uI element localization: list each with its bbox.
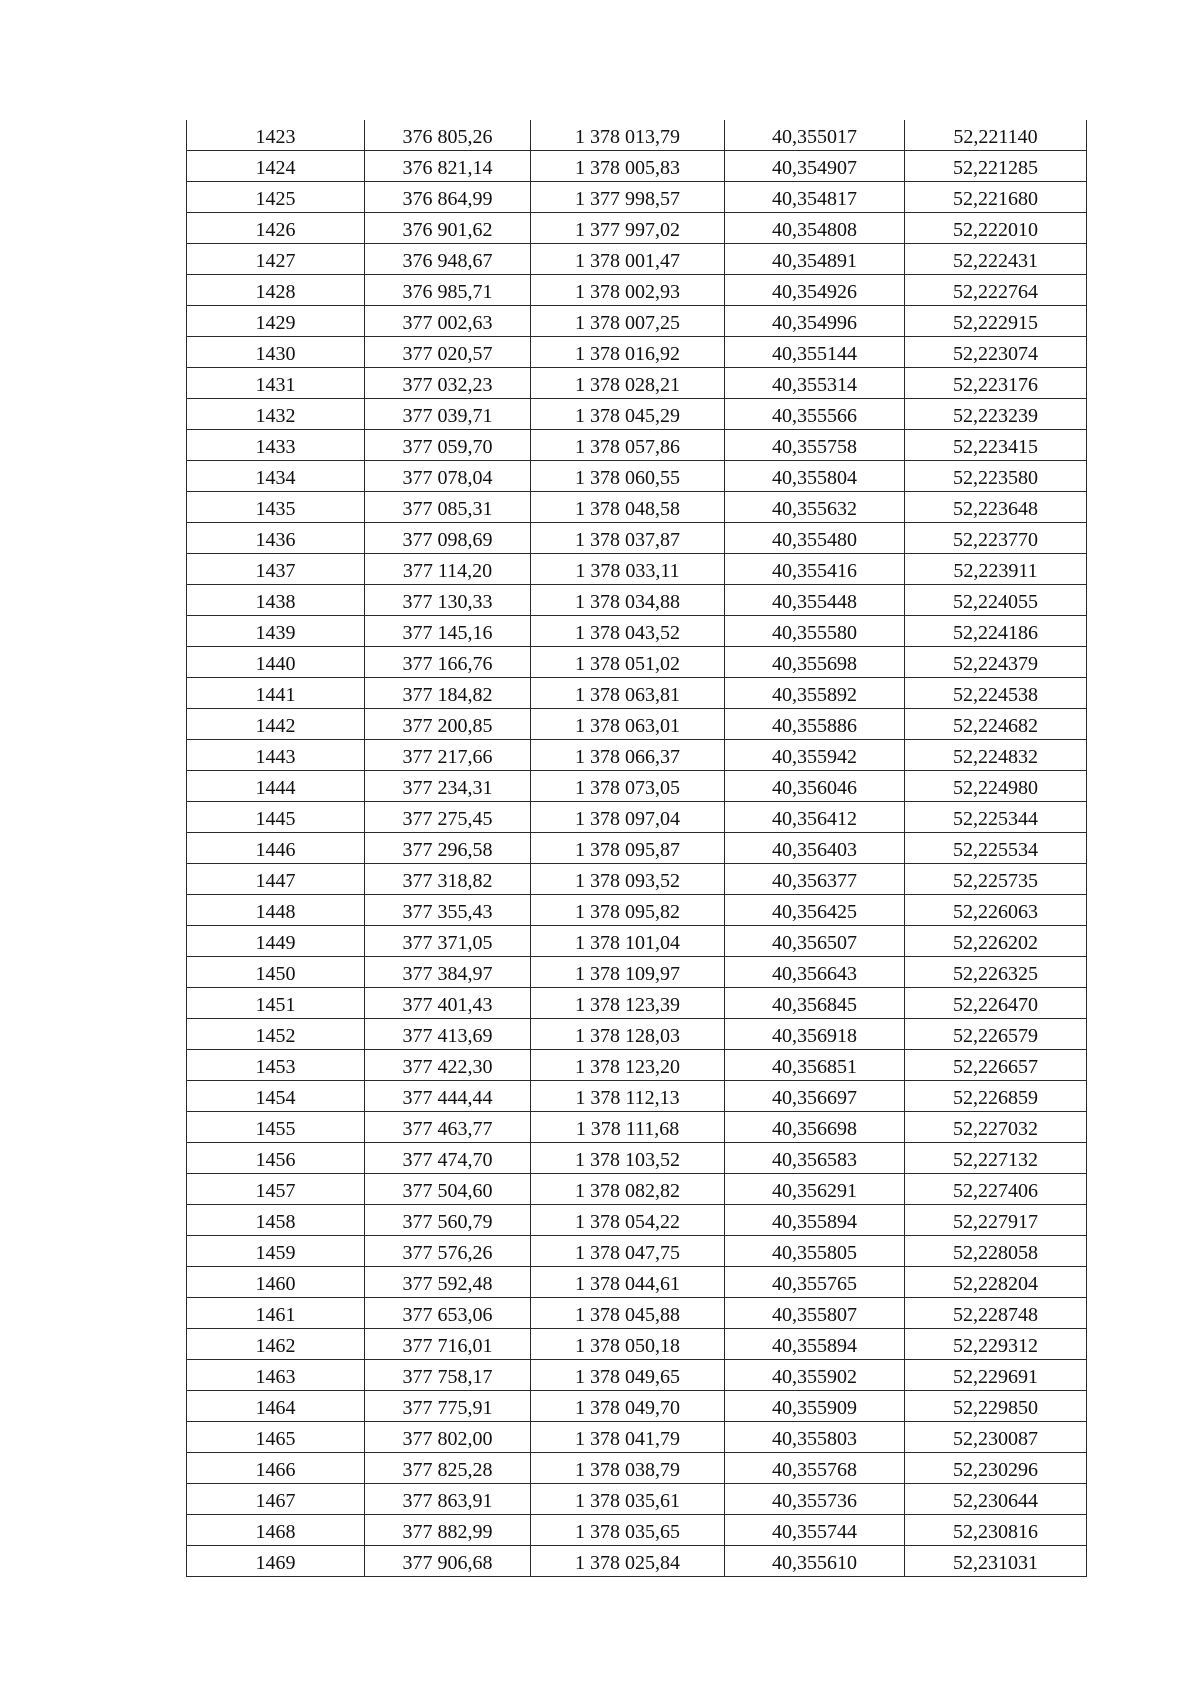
table-row (187, 1298, 1087, 1329)
table-row (187, 1050, 1087, 1081)
y-coordinate-cell: 1 378 048,58 (531, 492, 725, 523)
table-row (187, 1391, 1087, 1422)
x-coordinate-cell: 377 802,00 (365, 1422, 531, 1453)
latitude-cell: 40,354926 (725, 275, 905, 306)
latitude-cell: 40,356918 (725, 1019, 905, 1050)
latitude-cell: 40,355144 (725, 337, 905, 368)
point-number-cell: 1438 (187, 585, 365, 616)
point-number-cell: 1426 (187, 213, 365, 244)
point-number-cell: 1469 (187, 1546, 365, 1577)
table-row (187, 1019, 1087, 1050)
latitude-cell: 40,354817 (725, 182, 905, 213)
longitude-cell: 52,223770 (905, 523, 1087, 554)
longitude-cell: 52,228058 (905, 1236, 1087, 1267)
x-coordinate-cell: 377 560,79 (365, 1205, 531, 1236)
x-coordinate-cell: 377 863,91 (365, 1484, 531, 1515)
latitude-cell: 40,356425 (725, 895, 905, 926)
latitude-cell: 40,354996 (725, 306, 905, 337)
x-coordinate-cell: 377 275,45 (365, 802, 531, 833)
latitude-cell: 40,355448 (725, 585, 905, 616)
x-coordinate-cell: 377 401,43 (365, 988, 531, 1019)
x-coordinate-cell: 376 805,26 (365, 120, 531, 151)
x-coordinate-cell: 377 166,76 (365, 647, 531, 678)
x-coordinate-cell: 377 059,70 (365, 430, 531, 461)
longitude-cell: 52,222764 (905, 275, 1087, 306)
y-coordinate-cell: 1 378 034,88 (531, 585, 725, 616)
x-coordinate-cell: 377 318,82 (365, 864, 531, 895)
y-coordinate-cell: 1 378 037,87 (531, 523, 725, 554)
table-row (187, 1515, 1087, 1546)
x-coordinate-cell: 377 716,01 (365, 1329, 531, 1360)
longitude-cell: 52,221680 (905, 182, 1087, 213)
longitude-cell: 52,226325 (905, 957, 1087, 988)
latitude-cell: 40,355909 (725, 1391, 905, 1422)
x-coordinate-cell: 377 653,06 (365, 1298, 531, 1329)
point-number-cell: 1432 (187, 399, 365, 430)
longitude-cell: 52,221285 (905, 151, 1087, 182)
longitude-cell: 52,224538 (905, 678, 1087, 709)
point-number-cell: 1461 (187, 1298, 365, 1329)
table-row (187, 1143, 1087, 1174)
table-row (187, 1422, 1087, 1453)
latitude-cell: 40,356698 (725, 1112, 905, 1143)
table-row (187, 337, 1087, 368)
y-coordinate-cell: 1 378 123,20 (531, 1050, 725, 1081)
longitude-cell: 52,225534 (905, 833, 1087, 864)
table-row (187, 895, 1087, 926)
point-number-cell: 1437 (187, 554, 365, 585)
table-row (187, 1236, 1087, 1267)
y-coordinate-cell: 1 378 050,18 (531, 1329, 725, 1360)
longitude-cell: 52,224379 (905, 647, 1087, 678)
latitude-cell: 40,355886 (725, 709, 905, 740)
y-coordinate-cell: 1 377 998,57 (531, 182, 725, 213)
latitude-cell: 40,356851 (725, 1050, 905, 1081)
point-number-cell: 1445 (187, 802, 365, 833)
y-coordinate-cell: 1 378 007,25 (531, 306, 725, 337)
x-coordinate-cell: 377 592,48 (365, 1267, 531, 1298)
point-number-cell: 1443 (187, 740, 365, 771)
point-number-cell: 1456 (187, 1143, 365, 1174)
longitude-cell: 52,224186 (905, 616, 1087, 647)
table-row (187, 988, 1087, 1019)
x-coordinate-cell: 377 085,31 (365, 492, 531, 523)
latitude-cell: 40,356643 (725, 957, 905, 988)
point-number-cell: 1448 (187, 895, 365, 926)
latitude-cell: 40,356697 (725, 1081, 905, 1112)
x-coordinate-cell: 377 234,31 (365, 771, 531, 802)
table-row (187, 523, 1087, 554)
table-row (187, 1267, 1087, 1298)
y-coordinate-cell: 1 378 044,61 (531, 1267, 725, 1298)
point-number-cell: 1462 (187, 1329, 365, 1360)
x-coordinate-cell: 377 474,70 (365, 1143, 531, 1174)
y-coordinate-cell: 1 378 047,75 (531, 1236, 725, 1267)
longitude-cell: 52,222010 (905, 213, 1087, 244)
y-coordinate-cell: 1 378 109,97 (531, 957, 725, 988)
table-row (187, 275, 1087, 306)
longitude-cell: 52,227032 (905, 1112, 1087, 1143)
table-row (187, 244, 1087, 275)
x-coordinate-cell: 377 758,17 (365, 1360, 531, 1391)
longitude-cell: 52,229691 (905, 1360, 1087, 1391)
table-row (187, 678, 1087, 709)
point-number-cell: 1455 (187, 1112, 365, 1143)
latitude-cell: 40,356046 (725, 771, 905, 802)
y-coordinate-cell: 1 377 997,02 (531, 213, 725, 244)
latitude-cell: 40,355736 (725, 1484, 905, 1515)
latitude-cell: 40,355894 (725, 1205, 905, 1236)
y-coordinate-cell: 1 378 035,65 (531, 1515, 725, 1546)
longitude-cell: 52,222431 (905, 244, 1087, 275)
longitude-cell: 52,226202 (905, 926, 1087, 957)
x-coordinate-cell: 377 296,58 (365, 833, 531, 864)
table-row (187, 1205, 1087, 1236)
table-row (187, 616, 1087, 647)
table-row (187, 740, 1087, 771)
point-number-cell: 1431 (187, 368, 365, 399)
longitude-cell: 52,226579 (905, 1019, 1087, 1050)
y-coordinate-cell: 1 378 057,86 (531, 430, 725, 461)
table-row (187, 306, 1087, 337)
x-coordinate-cell: 376 821,14 (365, 151, 531, 182)
table-row (187, 1484, 1087, 1515)
x-coordinate-cell: 377 039,71 (365, 399, 531, 430)
x-coordinate-cell: 376 948,67 (365, 244, 531, 275)
table-row (187, 182, 1087, 213)
x-coordinate-cell: 377 463,77 (365, 1112, 531, 1143)
latitude-cell: 40,356845 (725, 988, 905, 1019)
y-coordinate-cell: 1 378 035,61 (531, 1484, 725, 1515)
latitude-cell: 40,355942 (725, 740, 905, 771)
table-row (187, 1329, 1087, 1360)
longitude-cell: 52,229850 (905, 1391, 1087, 1422)
longitude-cell: 52,231031 (905, 1546, 1087, 1577)
longitude-cell: 52,230087 (905, 1422, 1087, 1453)
y-coordinate-cell: 1 378 038,79 (531, 1453, 725, 1484)
point-number-cell: 1447 (187, 864, 365, 895)
latitude-cell: 40,356412 (725, 802, 905, 833)
y-coordinate-cell: 1 378 002,93 (531, 275, 725, 306)
latitude-cell: 40,356291 (725, 1174, 905, 1205)
point-number-cell: 1452 (187, 1019, 365, 1050)
y-coordinate-cell: 1 378 111,68 (531, 1112, 725, 1143)
point-number-cell: 1460 (187, 1267, 365, 1298)
latitude-cell: 40,355017 (725, 120, 905, 151)
point-number-cell: 1457 (187, 1174, 365, 1205)
point-number-cell: 1436 (187, 523, 365, 554)
table-row (187, 461, 1087, 492)
x-coordinate-cell: 377 200,85 (365, 709, 531, 740)
latitude-cell: 40,355632 (725, 492, 905, 523)
latitude-cell: 40,354907 (725, 151, 905, 182)
x-coordinate-cell: 376 864,99 (365, 182, 531, 213)
table-row (187, 957, 1087, 988)
latitude-cell: 40,355894 (725, 1329, 905, 1360)
latitude-cell: 40,354808 (725, 213, 905, 244)
latitude-cell: 40,355765 (725, 1267, 905, 1298)
x-coordinate-cell: 377 371,05 (365, 926, 531, 957)
x-coordinate-cell: 377 882,99 (365, 1515, 531, 1546)
point-number-cell: 1466 (187, 1453, 365, 1484)
coordinates-table-container (186, 120, 1086, 1577)
y-coordinate-cell: 1 378 054,22 (531, 1205, 725, 1236)
point-number-cell: 1427 (187, 244, 365, 275)
y-coordinate-cell: 1 378 095,82 (531, 895, 725, 926)
longitude-cell: 52,224055 (905, 585, 1087, 616)
point-number-cell: 1428 (187, 275, 365, 306)
point-number-cell: 1434 (187, 461, 365, 492)
latitude-cell: 40,355758 (725, 430, 905, 461)
latitude-cell: 40,355566 (725, 399, 905, 430)
longitude-cell: 52,228204 (905, 1267, 1087, 1298)
coordinates-table (186, 120, 1087, 1577)
latitude-cell: 40,356583 (725, 1143, 905, 1174)
point-number-cell: 1446 (187, 833, 365, 864)
longitude-cell: 52,226063 (905, 895, 1087, 926)
latitude-cell: 40,355480 (725, 523, 905, 554)
point-number-cell: 1444 (187, 771, 365, 802)
y-coordinate-cell: 1 378 082,82 (531, 1174, 725, 1205)
y-coordinate-cell: 1 378 097,04 (531, 802, 725, 833)
longitude-cell: 52,224832 (905, 740, 1087, 771)
longitude-cell: 52,230644 (905, 1484, 1087, 1515)
latitude-cell: 40,355902 (725, 1360, 905, 1391)
table-row (187, 1546, 1087, 1577)
point-number-cell: 1449 (187, 926, 365, 957)
x-coordinate-cell: 377 906,68 (365, 1546, 531, 1577)
longitude-cell: 52,223239 (905, 399, 1087, 430)
longitude-cell: 52,230296 (905, 1453, 1087, 1484)
table-row (187, 492, 1087, 523)
x-coordinate-cell: 377 504,60 (365, 1174, 531, 1205)
x-coordinate-cell: 377 098,69 (365, 523, 531, 554)
x-coordinate-cell: 377 825,28 (365, 1453, 531, 1484)
table-row (187, 833, 1087, 864)
y-coordinate-cell: 1 378 101,04 (531, 926, 725, 957)
x-coordinate-cell: 377 422,30 (365, 1050, 531, 1081)
longitude-cell: 52,230816 (905, 1515, 1087, 1546)
x-coordinate-cell: 377 576,26 (365, 1236, 531, 1267)
table-row (187, 1174, 1087, 1205)
longitude-cell: 52,223648 (905, 492, 1087, 523)
longitude-cell: 52,223415 (905, 430, 1087, 461)
x-coordinate-cell: 377 413,69 (365, 1019, 531, 1050)
y-coordinate-cell: 1 378 103,52 (531, 1143, 725, 1174)
latitude-cell: 40,355416 (725, 554, 905, 585)
y-coordinate-cell: 1 378 063,01 (531, 709, 725, 740)
latitude-cell: 40,355892 (725, 678, 905, 709)
table-row (187, 213, 1087, 244)
table-row (187, 926, 1087, 957)
coordinates-table-body (187, 120, 1087, 1577)
y-coordinate-cell: 1 378 049,65 (531, 1360, 725, 1391)
x-coordinate-cell: 377 020,57 (365, 337, 531, 368)
longitude-cell: 52,227406 (905, 1174, 1087, 1205)
point-number-cell: 1451 (187, 988, 365, 1019)
x-coordinate-cell: 377 355,43 (365, 895, 531, 926)
y-coordinate-cell: 1 378 060,55 (531, 461, 725, 492)
y-coordinate-cell: 1 378 051,02 (531, 647, 725, 678)
y-coordinate-cell: 1 378 025,84 (531, 1546, 725, 1577)
latitude-cell: 40,355768 (725, 1453, 905, 1484)
y-coordinate-cell: 1 378 128,03 (531, 1019, 725, 1050)
longitude-cell: 52,222915 (905, 306, 1087, 337)
table-row (187, 399, 1087, 430)
y-coordinate-cell: 1 378 112,13 (531, 1081, 725, 1112)
longitude-cell: 52,227132 (905, 1143, 1087, 1174)
point-number-cell: 1458 (187, 1205, 365, 1236)
latitude-cell: 40,354891 (725, 244, 905, 275)
x-coordinate-cell: 377 384,97 (365, 957, 531, 988)
longitude-cell: 52,221140 (905, 120, 1087, 151)
longitude-cell: 52,223176 (905, 368, 1087, 399)
x-coordinate-cell: 377 444,44 (365, 1081, 531, 1112)
x-coordinate-cell: 377 217,66 (365, 740, 531, 771)
longitude-cell: 52,225344 (905, 802, 1087, 833)
y-coordinate-cell: 1 378 013,79 (531, 120, 725, 151)
latitude-cell: 40,355744 (725, 1515, 905, 1546)
table-row (187, 771, 1087, 802)
y-coordinate-cell: 1 378 001,47 (531, 244, 725, 275)
table-row (187, 554, 1087, 585)
y-coordinate-cell: 1 378 093,52 (531, 864, 725, 895)
x-coordinate-cell: 377 775,91 (365, 1391, 531, 1422)
y-coordinate-cell: 1 378 066,37 (531, 740, 725, 771)
x-coordinate-cell: 377 032,23 (365, 368, 531, 399)
table-row (187, 151, 1087, 182)
table-row (187, 1360, 1087, 1391)
x-coordinate-cell: 377 145,16 (365, 616, 531, 647)
y-coordinate-cell: 1 378 063,81 (531, 678, 725, 709)
latitude-cell: 40,355610 (725, 1546, 905, 1577)
table-row (187, 368, 1087, 399)
longitude-cell: 52,223580 (905, 461, 1087, 492)
longitude-cell: 52,226470 (905, 988, 1087, 1019)
longitude-cell: 52,227917 (905, 1205, 1087, 1236)
longitude-cell: 52,223911 (905, 554, 1087, 585)
latitude-cell: 40,356377 (725, 864, 905, 895)
longitude-cell: 52,226657 (905, 1050, 1087, 1081)
y-coordinate-cell: 1 378 005,83 (531, 151, 725, 182)
y-coordinate-cell: 1 378 123,39 (531, 988, 725, 1019)
point-number-cell: 1463 (187, 1360, 365, 1391)
point-number-cell: 1459 (187, 1236, 365, 1267)
x-coordinate-cell: 376 985,71 (365, 275, 531, 306)
table-row (187, 120, 1087, 151)
point-number-cell: 1430 (187, 337, 365, 368)
y-coordinate-cell: 1 378 041,79 (531, 1422, 725, 1453)
point-number-cell: 1468 (187, 1515, 365, 1546)
y-coordinate-cell: 1 378 095,87 (531, 833, 725, 864)
point-number-cell: 1429 (187, 306, 365, 337)
point-number-cell: 1442 (187, 709, 365, 740)
latitude-cell: 40,356403 (725, 833, 905, 864)
table-row (187, 585, 1087, 616)
y-coordinate-cell: 1 378 028,21 (531, 368, 725, 399)
longitude-cell: 52,224980 (905, 771, 1087, 802)
x-coordinate-cell: 377 002,63 (365, 306, 531, 337)
point-number-cell: 1433 (187, 430, 365, 461)
point-number-cell: 1439 (187, 616, 365, 647)
latitude-cell: 40,355805 (725, 1236, 905, 1267)
y-coordinate-cell: 1 378 045,88 (531, 1298, 725, 1329)
longitude-cell: 52,226859 (905, 1081, 1087, 1112)
point-number-cell: 1441 (187, 678, 365, 709)
table-row (187, 1453, 1087, 1484)
table-row (187, 430, 1087, 461)
latitude-cell: 40,355803 (725, 1422, 905, 1453)
y-coordinate-cell: 1 378 033,11 (531, 554, 725, 585)
point-number-cell: 1450 (187, 957, 365, 988)
point-number-cell: 1423 (187, 120, 365, 151)
latitude-cell: 40,355698 (725, 647, 905, 678)
point-number-cell: 1424 (187, 151, 365, 182)
table-row (187, 1112, 1087, 1143)
longitude-cell: 52,224682 (905, 709, 1087, 740)
table-row (187, 1081, 1087, 1112)
latitude-cell: 40,355314 (725, 368, 905, 399)
x-coordinate-cell: 377 184,82 (365, 678, 531, 709)
y-coordinate-cell: 1 378 016,92 (531, 337, 725, 368)
point-number-cell: 1467 (187, 1484, 365, 1515)
table-row (187, 864, 1087, 895)
point-number-cell: 1454 (187, 1081, 365, 1112)
y-coordinate-cell: 1 378 049,70 (531, 1391, 725, 1422)
x-coordinate-cell: 376 901,62 (365, 213, 531, 244)
y-coordinate-cell: 1 378 073,05 (531, 771, 725, 802)
point-number-cell: 1435 (187, 492, 365, 523)
x-coordinate-cell: 377 114,20 (365, 554, 531, 585)
latitude-cell: 40,356507 (725, 926, 905, 957)
point-number-cell: 1453 (187, 1050, 365, 1081)
latitude-cell: 40,355580 (725, 616, 905, 647)
longitude-cell: 52,228748 (905, 1298, 1087, 1329)
table-row (187, 709, 1087, 740)
point-number-cell: 1464 (187, 1391, 365, 1422)
y-coordinate-cell: 1 378 043,52 (531, 616, 725, 647)
point-number-cell: 1425 (187, 182, 365, 213)
table-row (187, 647, 1087, 678)
longitude-cell: 52,223074 (905, 337, 1087, 368)
longitude-cell: 52,229312 (905, 1329, 1087, 1360)
point-number-cell: 1440 (187, 647, 365, 678)
latitude-cell: 40,355804 (725, 461, 905, 492)
y-coordinate-cell: 1 378 045,29 (531, 399, 725, 430)
table-row (187, 802, 1087, 833)
x-coordinate-cell: 377 078,04 (365, 461, 531, 492)
x-coordinate-cell: 377 130,33 (365, 585, 531, 616)
point-number-cell: 1465 (187, 1422, 365, 1453)
longitude-cell: 52,225735 (905, 864, 1087, 895)
latitude-cell: 40,355807 (725, 1298, 905, 1329)
